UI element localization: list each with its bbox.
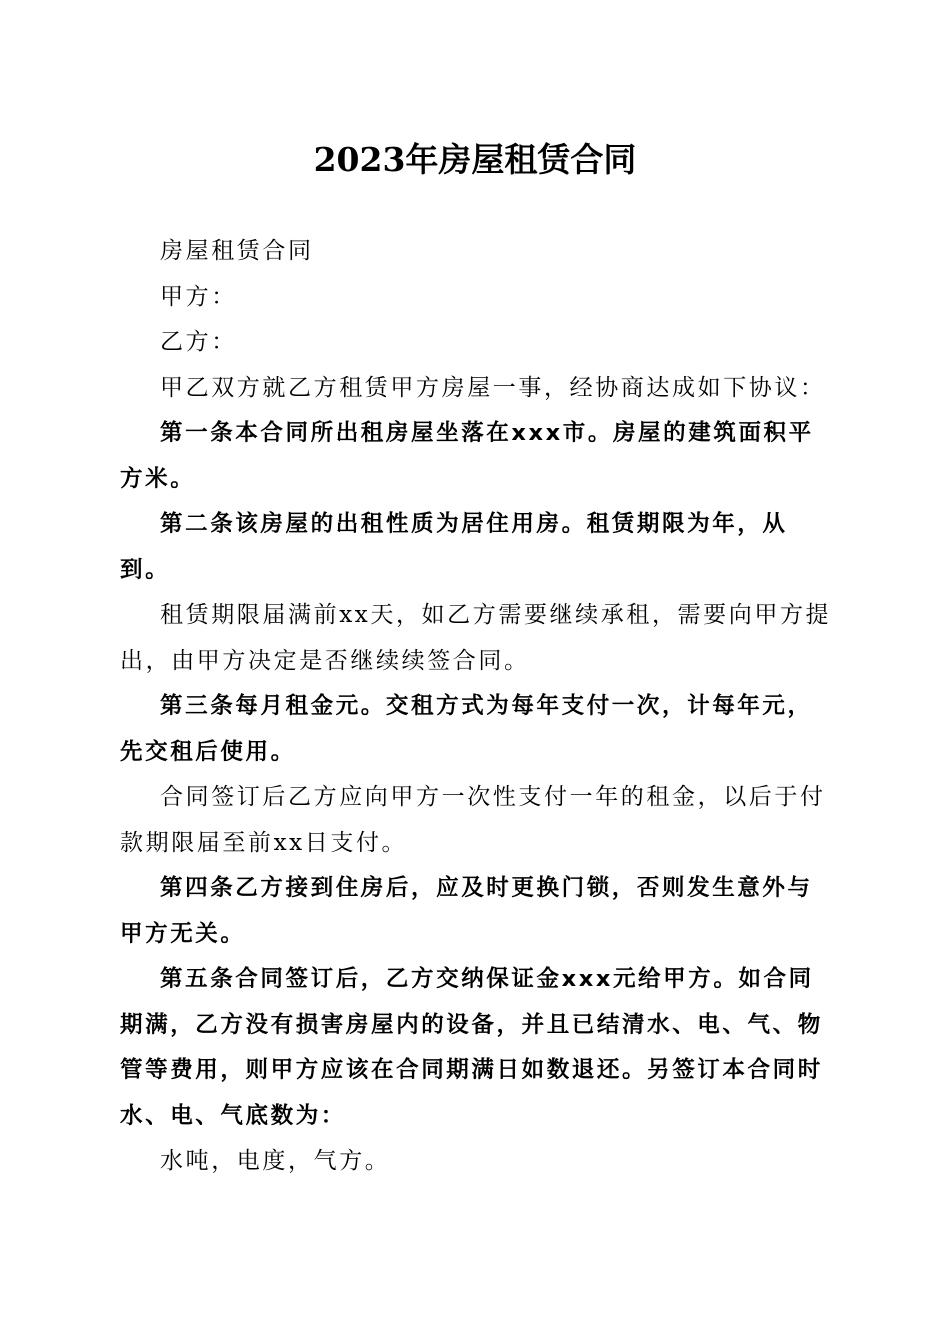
document-body — [120, 229, 832, 1185]
paragraph-party-a: 甲方： — [160, 283, 237, 310]
paragraph-heading: 房屋租赁合同 — [160, 238, 314, 264]
paragraph-party-b: 乙方： — [160, 329, 237, 355]
paragraph-article-3: 第三条每月租金元。交租方式为每年支付一次，计每年元，先交租后使用。 — [120, 693, 813, 765]
paragraph-article-5: 第五条合同签订后，乙方交纳保证金xxx元给甲方。如合同期满，乙方没有损害房屋内的设备，并且已结清水、电、气、物管等费用，则甲方应该在合同期满日如数退还。另签订本合同时水、电、气底数为： — [120, 966, 823, 1129]
paragraph-article-4: 第四条乙方接到住房后，应及时更换门锁，否则发生意外与甲方无关。 — [120, 875, 813, 947]
document-title: 2023年房屋租赁合同 — [313, 140, 637, 179]
paragraph-article-1: 第一条本合同所出租房屋坐落在xxx市。房屋的建筑面积平方米。 — [120, 420, 814, 492]
paragraph-lease-renewal: 租赁期限届满前xx天，如乙方需要继续承租，需要向甲方提出，由甲方决定是否继续续签合同。 — [120, 602, 832, 674]
paragraph-rent-payment: 合同签订后乙方应向甲方一次性支付一年的租金，以后于付款期限届至前xx日支付。 — [120, 784, 826, 856]
paragraph-article-2: 第二条该房屋的出租性质为居住用房。租赁期限为年，从到。 — [120, 511, 788, 583]
paragraph-utility-readings: 水吨，电度，气方。 — [160, 1148, 391, 1174]
paragraph-preamble: 甲乙双方就乙方租赁甲方房屋一事，经协商达成如下协议： — [160, 374, 826, 401]
